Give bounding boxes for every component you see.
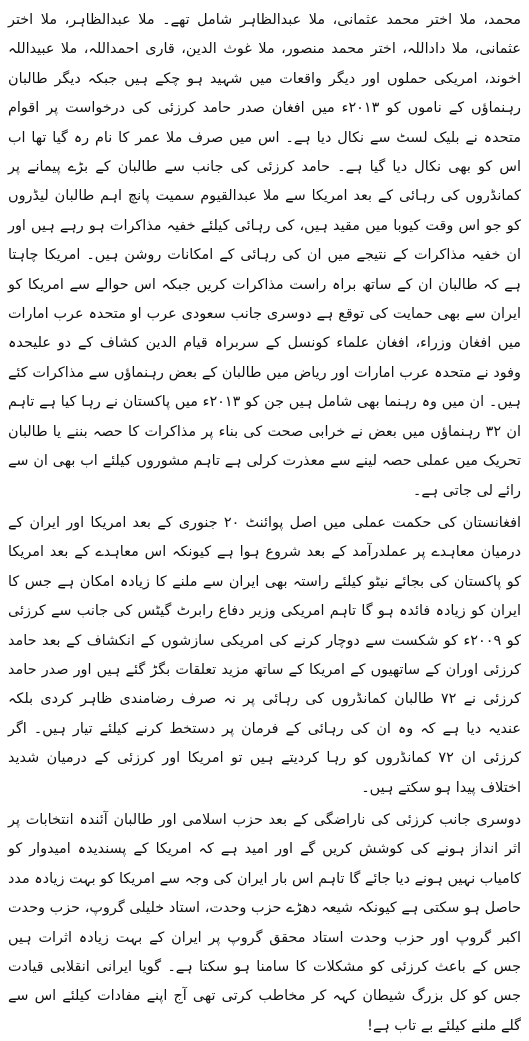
article-paragraph-3: دوسری جانب کرزئی کی ناراضگی کے بعد حزب اسلامی اور طالبان آئندہ انتخابات پر اثر انداز ہونے کی کوشش کریں گے اور امید ہے کہ امریکا کے پسندیدہ امیدوار کو کامیاب نہیں ہونے دیا جائے گا تاہم اس بار ایران کی وجہ سے امریکا کو بہت زیادہ مدد حاصل ہو سکتی ہے کیونکہ شیعہ دھڑے حزب وحدت، استاد خلیلی گروپ، حزب وحدت اکبر گروپ اور حزب وحدت استاد محقق گروپ پر ایران کے بہت زیادہ اثرات ہیں جس کے باعث کرزئی کو مشکلات کا سامنا ہو سکتا ہے۔ گویا ایرانی انقلابی قیادت جس کو کل بزرگ شیطان کہہ کر مخاطب کرتی تھی آج اپنے مفادات کیلئے اس سے گلے ملنے کیلئے بے تاب ہے! xyxy=(8,811,521,1034)
article-column xyxy=(8,6,521,1041)
article-paragraph-1: محمد، ملا اختر محمد عثمانی، ملا عبدالظاہر شامل تھے۔ ملا عبدالظاہر، ملا اختر عثمانی، ملا داداللہ، اختر محمد منصور، ملا غوث الدین، قاری احمداللہ، ملا عبیداللہ اخوند، امریکی حملوں اور دیگر واقعات میں شہید ہو چکے ہیں جبکہ دیگر طالبان رہنماؤں کے ناموں کو ۲۰۱۳ء میں افغان صدر حامد کرزئی کی درخواست پر اقوام متحدہ نے بلیک لسٹ سے نکال دیا ہے۔ اس میں صرف ملا عمر کا نام رہ گیا تھا اب اس کو بھی نکال دیا گیا ہے۔ حامد کرزئی کی جانب سے طالبان کے بڑے پیمانے پر کمانڈروں کی رہائی کے بعد امریکا سے ملا عبدالقیوم سمیت پانچ اہم طالبان لیڈروں کو جو اس وقت کیوبا میں مقید ہیں، کی رہائی کیلئے خفیہ مذاکرات ہو رہے ہیں اور ان خفیہ مذاکرات کے نتیجے میں ان کی رہائی کے امکانات روشن ہیں۔ امریکا چاہتا ہے کہ طالبان ان کے ساتھ براہ راست مذاکرات کریں جبکہ اس حوالے سے امریکا کو ایران سے بھی حمایت کی توقع ہے دوسری جانب سعودی عرب او متحدہ عرب امارات میں افغان وزراء، افغان علماء کونسل کے سربراہ قیام الدین کشاف کے دو علیحدہ وفود نے متحدہ عرب امارات اور ریاض میں طالبان کے بعض رہنماؤں سے مذاکرات کئے ہیں۔ ان میں وہ رہنما بھی شامل ہیں جن کو ۲۰۱۳ء میں پاکستان نے رہا کیا ہے تاہم ان ۳۲ رہنماؤں میں بعض نے خرابی صحت کی بناء پر مذاکرات کا حصہ بننے یا طالبان تحریک میں عملی حصہ لینے سے معذرت کرلی ہے تاہم مشوروں کیلئے اب بھی ان سے رائے لی جاتی ہے۔ xyxy=(8,12,521,499)
article-paragraph-2: افغانستان کی حکمت عملی میں اصل پوائنٹ ۲۰ جنوری کے بعد امریکا اور ایران کے درمیان معاہدے پر عملدرآمد کے بعد شروع ہوا ہے کیونکہ اس معاہدے کے بعد امریکا کو پاکستان کی بجائے نیٹو کیلئے راستہ بھی ایران سے ملنے کا زیادہ امکان ہے جس کا ایران کو زیادہ فائدہ ہو گا تاہم امریکی وزیر دفاع رابرٹ گیٹس کی جانب سے کرزئی کو ۲۰۰۹ء کو شکست سے دوچار کرنے کی امریکی سازشوں کے انکشاف کے بعد حامد کرزئی اوران کے ساتھیوں کے امریکا کے ساتھ مزید تعلقات بگڑ گئے ہیں اور صدر حامد کرزئی نے ۷۲ طالبان کمانڈروں کی رہائی پر نہ صرف رضامندی ظاہر کردی بلکہ عندیہ دیا ہے کہ وہ ان کی رہائی کے فرمان پر دستخط کرنے کیلئے تیار ہیں۔ اگر کرزئی ان ۷۲ کمانڈروں کو رہا کردیتے ہیں تو امریکا اور کرزئی کے درمیان شدید اختلاف پیدا ہو سکتے ہیں۔ xyxy=(8,514,522,796)
